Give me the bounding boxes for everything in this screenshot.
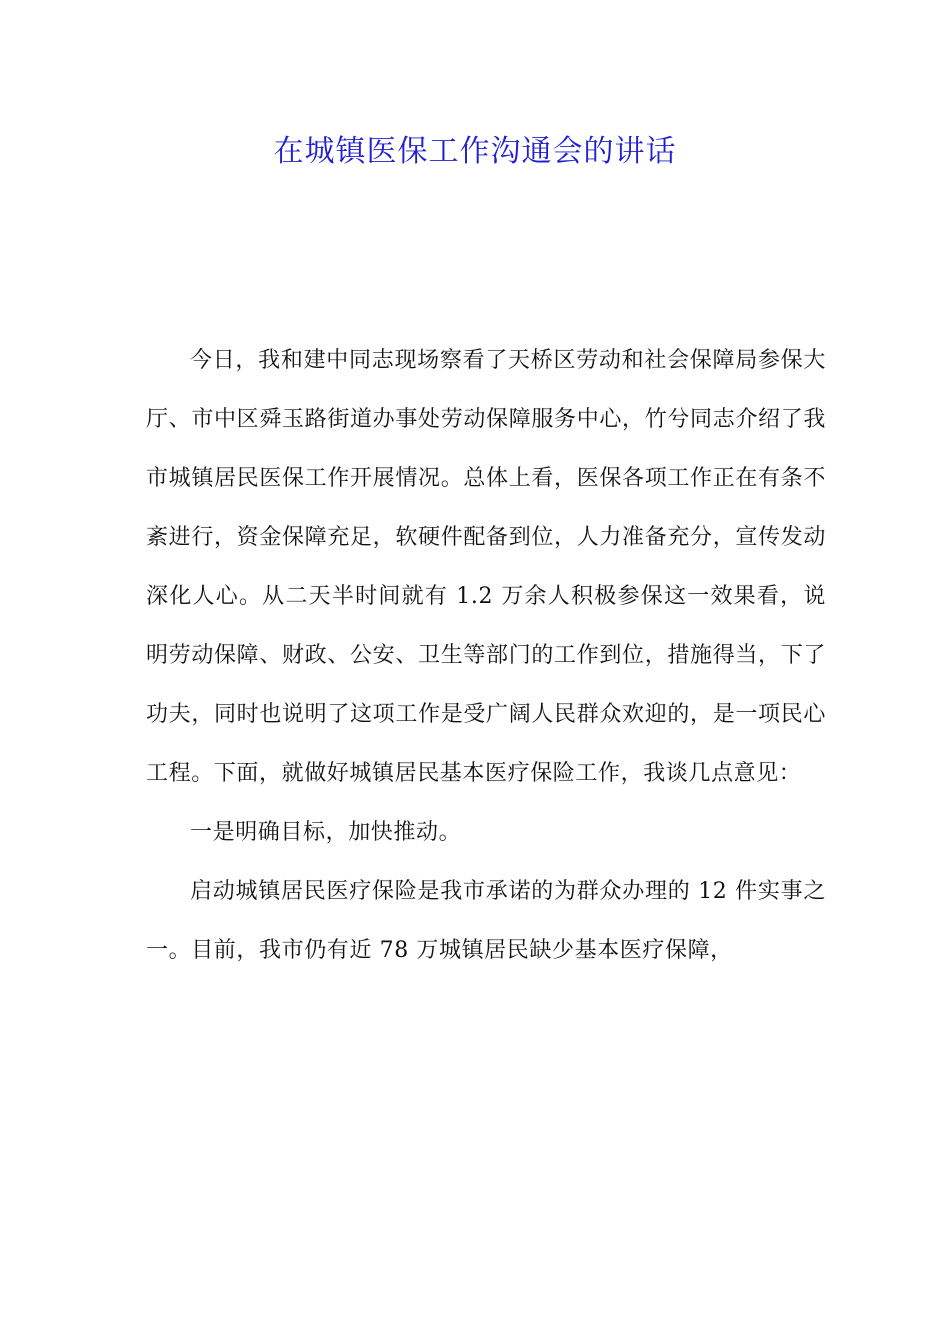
document-title: 在城镇医保工作沟通会的讲话: [273, 134, 677, 169]
paragraph-intro: 今日，我和建中同志现场察看了天桥区劳动和社会保障局参保大厅、市中区舜玉路街道办事处劳动保障服务中心，竹兮同志介绍了我市城镇居民医保工作开展情况。总体上看，医保各项工作正在有条不紊进行，资金保障充足，软硬件配备到位，人力准备充分，宣传发动深化人心。从二天半时间就有 1.2 万余人积极参保这一效果看，说明劳动保障、财政、公安、卫生等部门的工作到位，措施得当，下了功夫，同时也说明了这项工作是受广阔人民群众欢迎的，是一项民心工程。下面，就做好城镇居民基本医疗保险工作，我谈几点意见：: [146, 348, 826, 786]
paragraph-heading-1: 一是明确目标，加快推动。: [190, 820, 462, 845]
document-body: [146, 331, 826, 980]
paragraph-point-1: 启动城镇居民医疗保险是我市承诺的为群众办理的 12 件实事之一。目前，我市仍有近 78 万城镇居民缺少基本医疗保障，: [146, 879, 826, 963]
